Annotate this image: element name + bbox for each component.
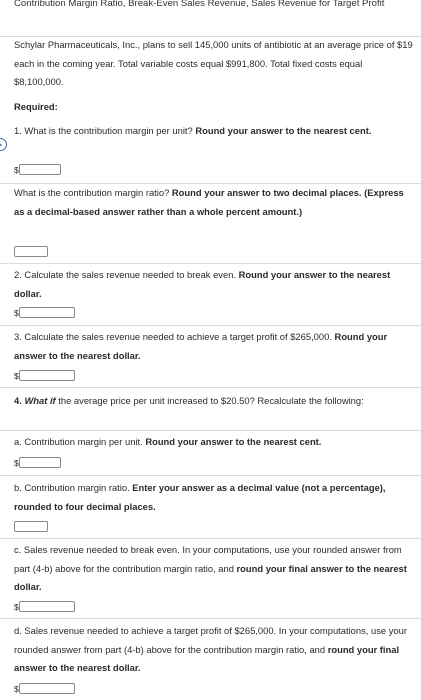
q3-prompt: 3. Calculate the sales revenue needed to achieve a target profit of $265,000. [14, 331, 332, 342]
divider [0, 475, 421, 476]
q4d-answer-input[interactable] [19, 683, 75, 694]
q4c-answer-row [14, 600, 75, 613]
q2-answer-row [14, 306, 75, 319]
currency-symbol: $ [14, 164, 19, 175]
current-question-marker-icon[interactable] [0, 138, 7, 151]
required-label-text: Required: [14, 101, 58, 112]
q4a-instruction: Round your answer to the nearest cent. [145, 436, 322, 447]
q4b-prompt: b. Contribution margin ratio. [14, 482, 130, 493]
scenario-text: Schylar Pharmaceuticals, Inc., plans to sell 145,000 units of antibiotic at an average price of $19 each in the coming year. Total variable costs equal $991,800. Total fixed costs equal $8,100,000. [14, 39, 413, 87]
problem-title: Contribution Margin Ratio, Break-Even Sales Revenue, Sales Revenue for Target Profit [14, 0, 385, 9]
q4-what-if: What if [24, 395, 56, 406]
q1-text [14, 122, 414, 141]
divider [0, 618, 421, 619]
currency-symbol: $ [14, 601, 19, 612]
q2-prompt: 2. Calculate the sales revenue needed to break even. [14, 269, 237, 280]
q4d-answer-row [14, 682, 75, 695]
q1-instruction: Round your answer to the nearest cent. [195, 125, 372, 136]
divider [0, 387, 421, 388]
q1b-answer-row [14, 245, 48, 258]
q2-instruction: Round your answer to the nearest dollar. [14, 269, 391, 299]
q4b-answer-row [14, 520, 48, 533]
currency-symbol: $ [14, 683, 19, 694]
q4a-prompt: a. Contribution margin per unit. [14, 436, 143, 447]
q4d-instruction: round your final answer to the nearest dollar. [14, 643, 400, 673]
q4a-answer-row [14, 456, 61, 469]
q4a-answer-input[interactable] [19, 457, 61, 468]
q4-text [14, 392, 414, 411]
q4c-text [14, 541, 414, 597]
q1b-prompt: What is the contribution margin ratio? [14, 187, 170, 198]
q1b-text [14, 184, 414, 221]
q4a-text [14, 433, 414, 452]
divider [0, 263, 421, 264]
divider [0, 325, 421, 326]
q4b-answer-input[interactable] [14, 521, 48, 532]
q4c-instruction: round your final answer to the nearest dollar. [14, 562, 407, 592]
q3-text [14, 328, 414, 365]
q4-prompt: the average price per unit increased to $20.50? Recalculate the following: [58, 395, 364, 406]
currency-symbol: $ [14, 307, 19, 318]
q3-answer-row [14, 369, 75, 382]
q1-prompt: 1. What is the contribution margin per unit? [14, 125, 193, 136]
currency-symbol: $ [14, 457, 19, 468]
currency-symbol: $ [14, 370, 19, 381]
q2-answer-input[interactable] [19, 307, 75, 318]
q3-answer-input[interactable] [19, 370, 75, 381]
q4-number: 4. [14, 395, 22, 406]
q2-text [14, 266, 414, 303]
required-label [14, 98, 414, 117]
q4c-answer-input[interactable] [19, 601, 75, 612]
q4d-text [14, 622, 414, 678]
q4c-prompt: c. Sales revenue needed to break even. In your computations, use your rounded answer from part (4-b) above for the contribution margin ratio, and [14, 544, 402, 574]
divider [0, 538, 421, 539]
q1-answer-row [14, 163, 61, 176]
divider [0, 430, 421, 431]
q3-instruction: Round your answer to the nearest dollar. [14, 331, 388, 361]
q4b-text [14, 479, 414, 516]
q1b-instruction: Round your answer to two decimal places. (Express as a decimal-based answer rather than a whole percent amount.) [14, 187, 404, 217]
q4d-prompt: d. Sales revenue needed to achieve a target profit of $265,000. In your computations, use your rounded answer from part (4-b) above for the contribution margin ratio, and [14, 625, 407, 655]
q1-answer-input[interactable] [19, 164, 61, 175]
q4b-instruction: Enter your answer as a decimal value (not a percentage), rounded to four decimal places. [14, 482, 386, 512]
q1b-answer-input[interactable] [14, 246, 48, 257]
